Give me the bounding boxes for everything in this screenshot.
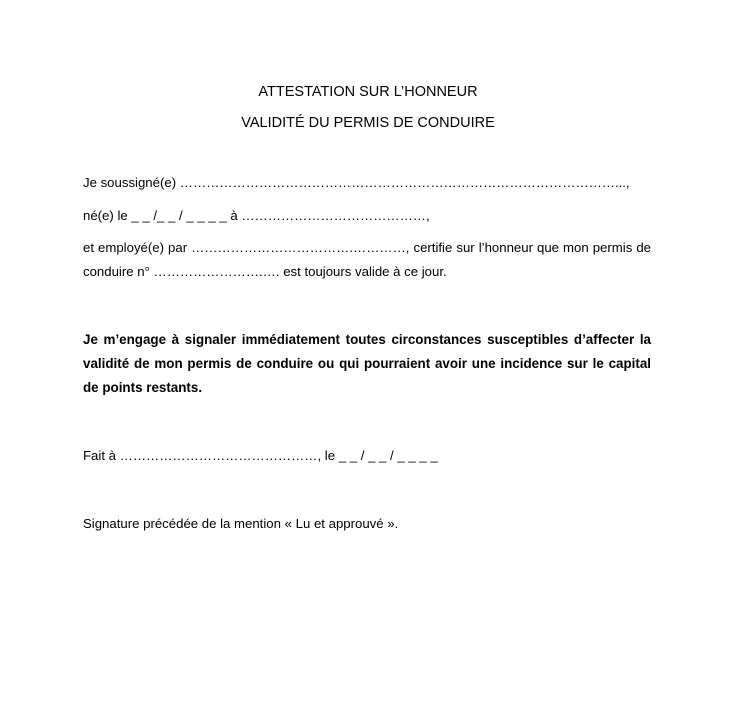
employer-license-paragraph: et employé(e) par ……………………………….…………, certifie sur l’honneur que mon permis de conduire n° …………………….…. est toujours valide à ce jour. — [83, 240, 651, 279]
place-date-line: Fait à ………………………………………, le _ _ / _ _ / _ _ _ _ — [83, 448, 438, 463]
signature-mention-line: Signature précédée de la mention « Lu et approuvé ». — [83, 516, 399, 531]
birth-date-place-line: né(e) le _ _ /_ _ / _ _ _ _ à ……………………………………, — [83, 208, 430, 223]
commitment-paragraph: Je m’engage à signaler immédiatement toutes circonstances susceptibles d’affecter la validité de mon permis de conduire ou qui pourraient avoir une incidence sur le capital de points restants. — [83, 332, 651, 395]
document-title: ATTESTATION SUR L’HONNEUR — [258, 84, 478, 100]
soussigne-line: Je soussigné(e) ………………………………………………………………………………………..., — [83, 175, 630, 190]
document-subtitle: VALIDITÉ DU PERMIS DE CONDUIRE — [241, 115, 495, 131]
